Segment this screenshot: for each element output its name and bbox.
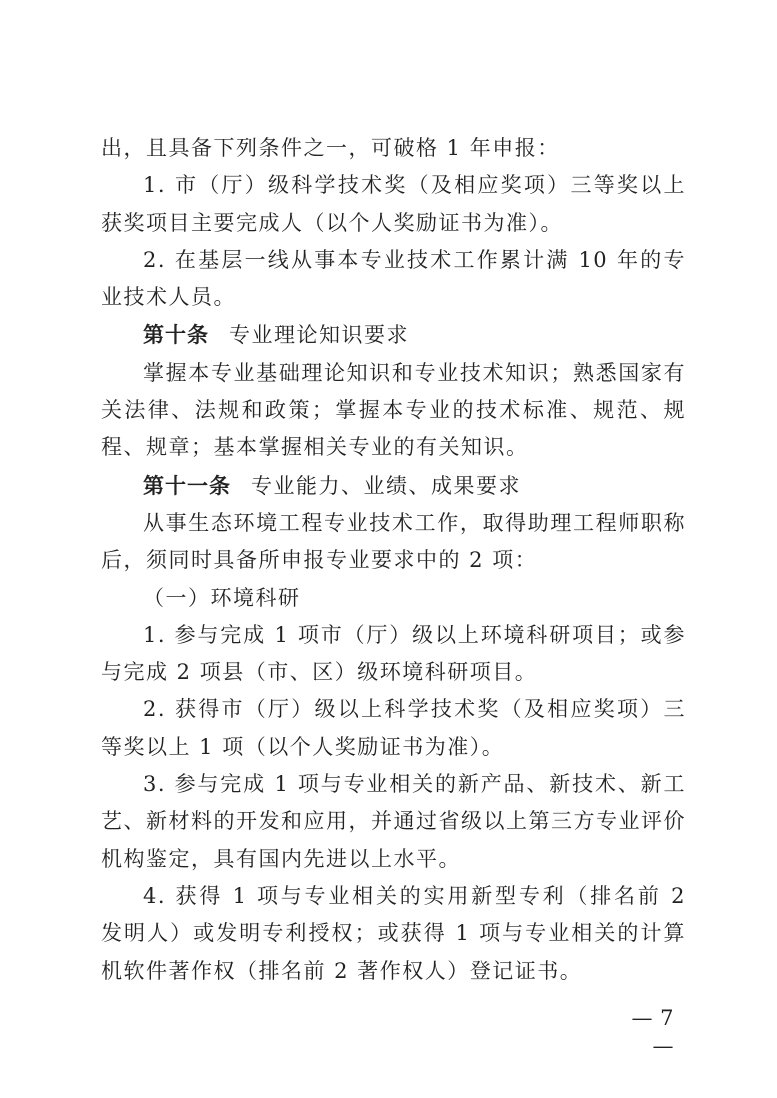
section-11-subheading: （一）环境科研 [143, 585, 301, 610]
page-number: — 7 — [631, 1006, 674, 1058]
paragraph-continuation: 出，且具备下列条件之一，可破格 1 年申报： [101, 136, 560, 160]
section-11-title: 专业能力、业绩、成果要求 [251, 473, 521, 498]
research-item-4: 4. 获得 1 项与专业相关的实用新型专利（排名前 2 发明人）或发明专利授权；或获得 1 项与专业相关的计算机软件著作权（排名前 2 著作权人）登记证书。 [101, 883, 686, 983]
document-body [101, 130, 686, 990]
section-10-heading [101, 316, 686, 354]
research-item-2: 2. 获得市（厅）级以上科学技术奖（及相应奖项）三等奖以上 1 项（以个人奖励证书为准）。 [101, 697, 686, 759]
section-10-title: 专业理论知识要求 [229, 323, 409, 348]
section-10-label: 第十条 [143, 322, 209, 348]
research-item-3: 3. 参与完成 1 项与专业相关的新产品、新技术、新工艺、新材料的开发和应用，并通过省级以上第三方专业评价机构鉴定，具有国内先进以上水平。 [101, 772, 686, 871]
section-11-label: 第十一条 [143, 472, 231, 498]
condition-item-2: 2. 在基层一线从事本专业技术工作累计满 10 年的专业技术人员。 [101, 247, 686, 310]
section-11-heading [101, 467, 686, 505]
condition-item-1: 1. 市（厅）级科学技术奖（及相应奖项）三等奖以上获奖项目主要完成人（以个人奖励证书为准）。 [101, 173, 686, 235]
section-10-body: 掌握本专业基础理论知识和专业技术知识；熟悉国家有关法律、法规和政策；掌握本专业的技术标准、规范、规程、规章；基本掌握相关专业的有关知识。 [101, 360, 686, 460]
research-item-1: 1. 参与完成 1 项市（厅）级以上环境科研项目；或参与完成 2 项县（市、区）级环境科研项目。 [101, 622, 686, 685]
section-11-intro: 从事生态环境工程专业技术工作，取得助理工程师职称后，须同时具备所申报专业要求中的 2 项： [101, 510, 686, 573]
